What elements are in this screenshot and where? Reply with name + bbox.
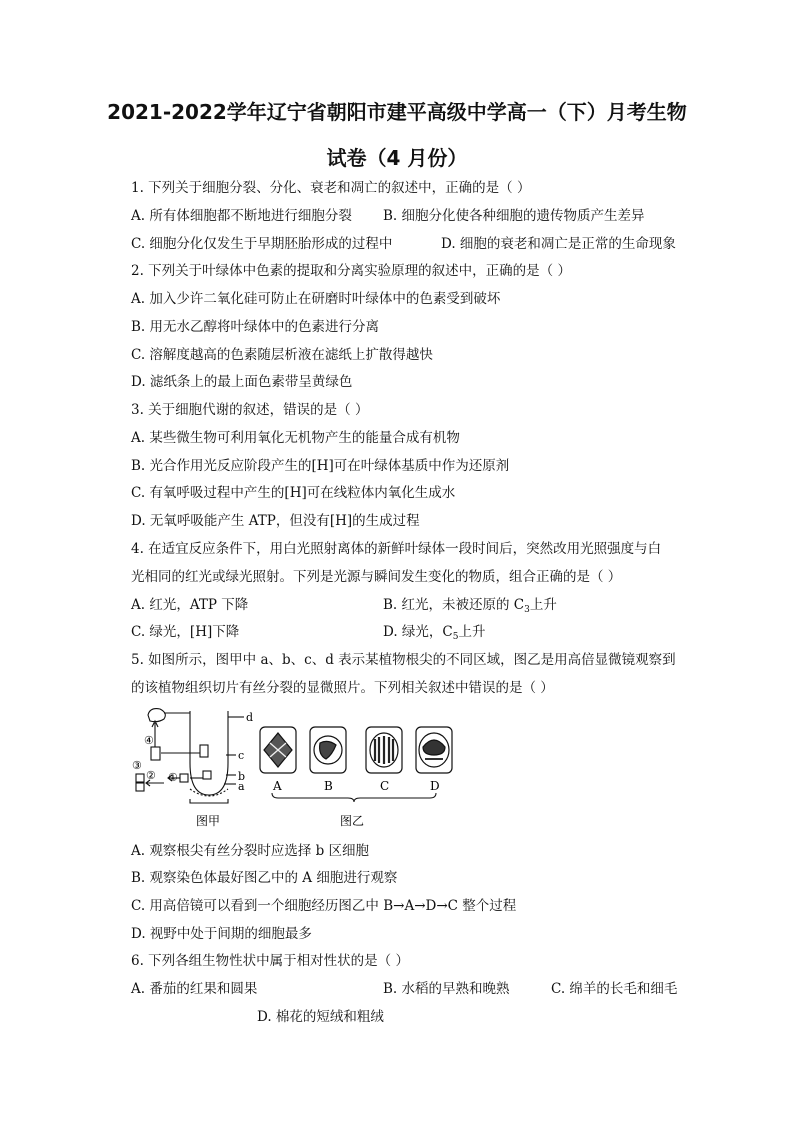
q2-option-b: B. 用无水乙醇将叶绿体中的色素进行分离 (131, 319, 380, 335)
q6-option-a: A. 番茄的红果和圆果 (131, 981, 258, 997)
q3-stem: 3. 关于细胞代谢的叙述，错误的是（ ） (131, 402, 369, 418)
step-label-1: ① (168, 771, 178, 784)
q5-option-a: A. 观察根尖有丝分裂时应选择 b 区细胞 (131, 843, 370, 859)
q4-stem-line1: 4. 在适宜反应条件下，用白光照射离体的新鲜叶绿体一段时间后，突然改用光照强度与白 (131, 541, 662, 557)
q5-stem-line1: 5. 如图所示，图甲中 a、b、c、d 表示某植物根尖的不同区域，图乙是用高倍显微镜观察到 (131, 652, 676, 668)
q5-option-c: C. 用高倍镜可以看到一个细胞经历图乙中 B→A→D→C 整个过程 (131, 898, 517, 914)
q4-option-b-subscript: 3 (524, 605, 530, 615)
q1-option-d: D. 细胞的衰老和凋亡是正常的生命现象 (441, 236, 676, 252)
cell-label-c: C (380, 779, 390, 793)
exam-title-line1: 2021-2022学年辽宁省朝阳市建平高级中学高一（下）月考生物 (107, 100, 687, 124)
q1-option-a: A. 所有体细胞都不断地进行细胞分裂 (131, 208, 352, 224)
q1-stem: 1. 下列关于细胞分裂、分化、衰老和凋亡的叙述中，正确的是（ ） (131, 180, 531, 196)
q6-option-d: D. 棉花的短绒和粗绒 (257, 1009, 384, 1025)
region-label-b: b (238, 770, 246, 783)
q3-option-c: C. 有氧呼吸过程中产生的[H]可在线粒体内氧化生成水 (131, 485, 456, 501)
figure-b-brace (272, 793, 436, 802)
micrograph-cells (260, 727, 452, 773)
step-label-4: ④ (144, 734, 154, 747)
figure-a-caption: 图甲 (196, 814, 221, 828)
root-tip-diagram (136, 709, 244, 803)
q1-option-b: B. 细胞分化使各种细胞的遗传物质产生差异 (383, 208, 645, 224)
q5-option-d: D. 视野中处于间期的细胞最多 (131, 926, 312, 942)
q4-stem-line2: 光相同的红光或绿光照射。下列是光源与瞬间发生变化的物质，组合正确的是（ ） (131, 569, 622, 585)
q1-option-c: C. 细胞分化仅发生于早期胚胎形成的过程中 (131, 236, 393, 252)
region-label-d: d (246, 711, 254, 724)
region-label-a: a (238, 780, 245, 793)
q4-option-a: A. 红光，ATP 下降 (131, 597, 249, 613)
q4-option-b-text: B. 红光，未被还原的 C (383, 597, 525, 613)
q3-option-b: B. 光合作用光反应阶段产生的[H]可在叶绿体基质中作为还原剂 (131, 458, 510, 474)
q2-stem: 2. 下列关于叶绿体中色素的提取和分离实验原理的叙述中，正确的是（ ） (131, 263, 571, 279)
step-label-2: ② (146, 769, 156, 782)
q4-option-d-tail: 上升 (458, 624, 486, 640)
cell-label-d: D (430, 779, 440, 793)
q6-stem: 6. 下列各组生物性状中属于相对性状的是（ ） (131, 953, 409, 969)
q4-option-d-text: D. 绿光，C (383, 624, 453, 640)
q2-option-a: A. 加入少许二氧化硅可防止在研磨时叶绿体中的色素受到破坏 (131, 291, 501, 307)
q6-option-b: B. 水稻的早熟和晚熟 (383, 981, 510, 997)
q4-option-d-subscript: 5 (452, 632, 459, 642)
q5-figure (128, 703, 468, 833)
figure-b-caption: 图乙 (340, 814, 365, 828)
q2-option-d: D. 滤纸条上的最上面色素带呈黄绿色 (131, 374, 353, 390)
q4-option-b-tail: 上升 (529, 597, 557, 613)
q6-option-c: C. 绵羊的长毛和细毛 (551, 981, 678, 997)
q2-option-c: C. 溶解度越高的色素随层析液在滤纸上扩散得越快 (131, 347, 433, 363)
q3-option-d: D. 无氧呼吸能产生 ATP，但没有[H]的生成过程 (131, 513, 420, 529)
region-label-c: c (238, 749, 245, 762)
q3-option-a: A. 某些微生物可利用氧化无机物产生的能量合成有机物 (131, 430, 460, 446)
q4-option-c: C. 绿光，[H]下降 (131, 624, 240, 640)
q4-option-d (383, 623, 486, 641)
exam-title-line2: 试卷（4 月份） (326, 146, 468, 170)
cell-label-b: B (324, 779, 333, 793)
q4-option-b (383, 596, 557, 614)
step-label-3: ③ (132, 759, 142, 772)
cell-label-a: A (273, 779, 282, 793)
q5-option-b: B. 观察染色体最好图乙中的 A 细胞进行观察 (131, 870, 398, 886)
q5-stem-line2: 的该植物组织切片有丝分裂的显微照片。下列相关叙述中错误的是（ ） (131, 680, 554, 696)
